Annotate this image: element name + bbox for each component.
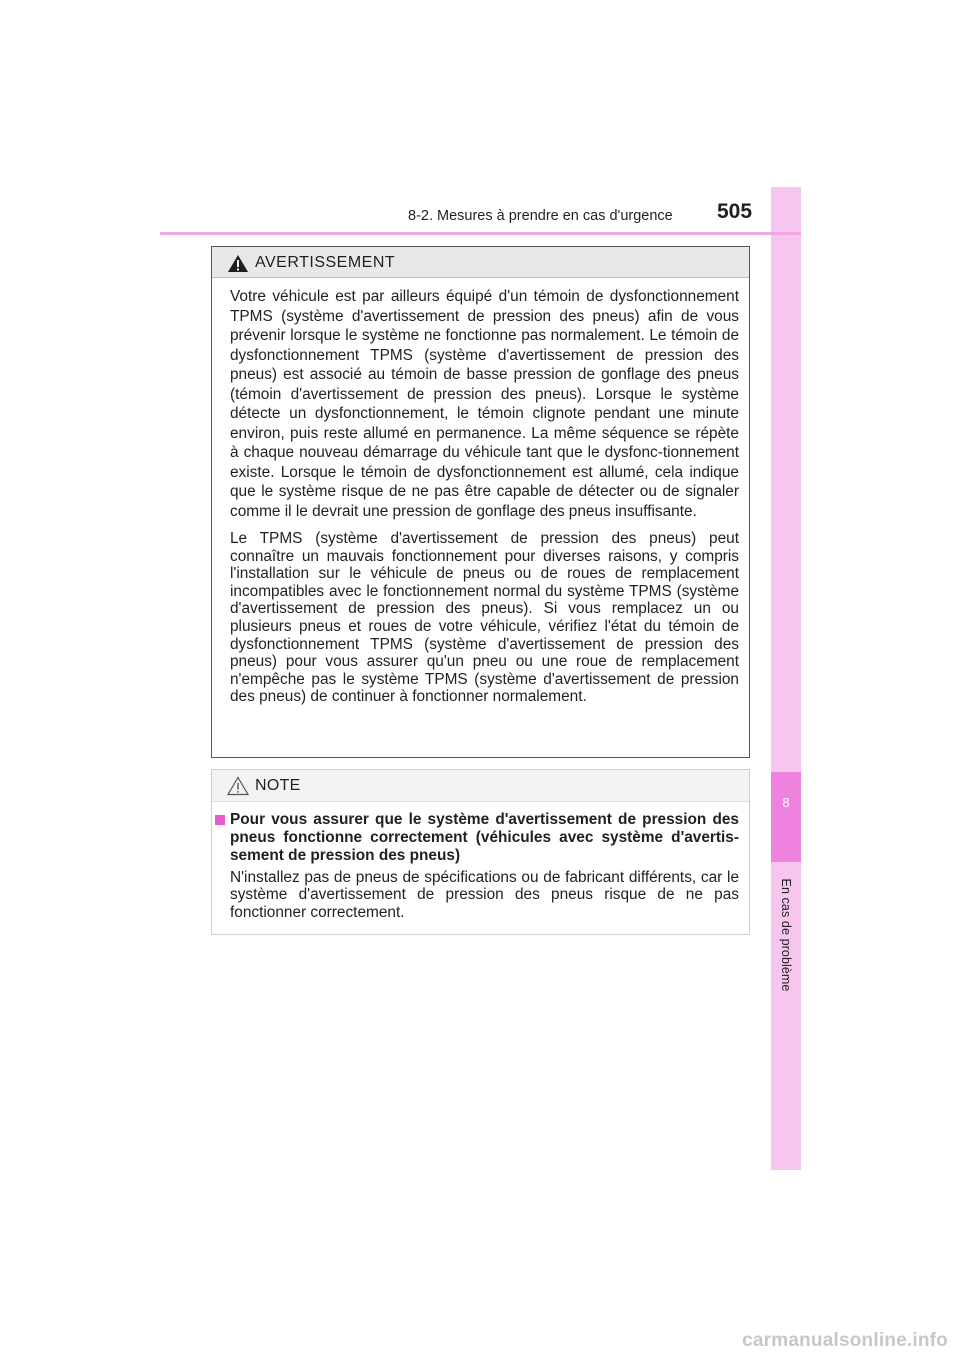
note-heading: Pour vous assurer que le système d'avertissement de pression des pneus fonctionne correctement (véhicules avec système d'avertis-sement de pression des pneus) <box>230 811 739 864</box>
note-bullet-marker <box>215 815 225 825</box>
caution-triangle-icon <box>227 776 249 796</box>
page-number: 505 <box>717 200 753 223</box>
warning-triangle-icon <box>227 254 249 273</box>
note-title: NOTE <box>255 777 301 794</box>
warning-body <box>230 287 739 706</box>
warning-header <box>212 247 749 278</box>
section-title: 8-2. Mesures à prendre en cas d'urgence <box>408 208 673 224</box>
warning-paragraph: Le TPMS (système d'avertissement de pression des pneus) peut connaître un mauvais fonctionnement pour diverses raisons, y compris l'installation sur le véhicule de pneus ou de roues de remplacement incompatibles avec le fonctionnement normal du système TPMS (système d'avertissement de pression des pneus). Si vous remplacez un ou plusieurs pneus et roues de votre véhicule, vérifiez l'état du témoin de dysfonctionnement TPMS (système d'avertissement de pression des pneus) pour vous assurer qu'un pneu ou une roue de remplacement n'empêche pas le système TPMS (système d'avertissement de pression des pneus) de continuer à fonctionner normalement. <box>230 530 739 706</box>
warning-title: AVERTISSEMENT <box>255 254 396 271</box>
chapter-side-tab <box>771 187 801 1170</box>
warning-paragraph: Votre véhicule est par ailleurs équipé d'un témoin de dysfonctionnement TPMS (système d'avertissement de pression des pneus) afin de vous prévenir lorsque le système ne fonctionne pas normalement. Le témoin de dysfonctionnement TPMS (système d'avertissement de pression des pneus) est associé au témoin de basse pression de gonflage des pneus (témoin d'avertissement de pression des pneus). Lorsque le système détecte un dysfonctionnement, le témoin clignote pendant une minute environ, puis reste allumé en permanence. La même séquence se répète à chaque nouveau démarrage du véhicule tant que le dysfonc-tionnement existe. Lorsque le témoin de dysfonctionnement est allumé, cela indique que le système risque de ne pas être capable de détecter ou de signaler comme il le devrait une pression de gonflage des pneus insuffisante. <box>230 288 739 520</box>
note-box <box>211 769 750 935</box>
note-header <box>212 770 749 802</box>
chapter-label: En cas de problème <box>779 878 793 992</box>
watermark: carmanualsonline.info <box>742 1330 948 1351</box>
header-rule <box>160 232 801 235</box>
chapter-side-tab-active[interactable] <box>771 772 801 862</box>
note-text: N'installez pas de pneus de spécifications ou de fabricant différents, car le système d'avertissement de pression des pneus risque de ne pas fonctionner correctement. <box>230 869 739 921</box>
warning-box <box>211 246 750 758</box>
chapter-number: 8 <box>782 795 790 810</box>
